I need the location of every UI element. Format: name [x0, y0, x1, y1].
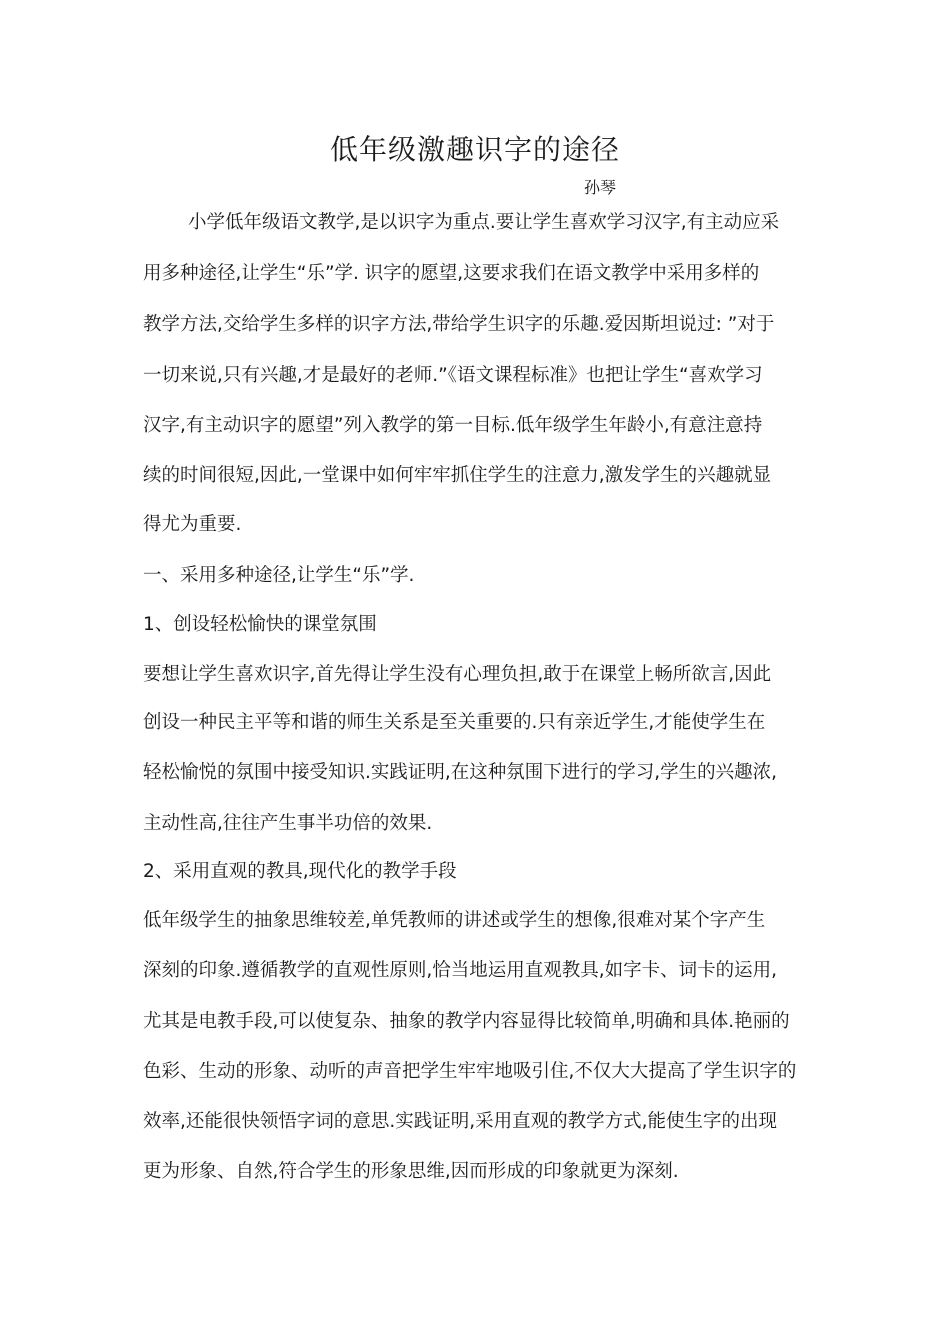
text-line: 效率,还能很快领悟字词的意思.实践证明,采用直观的教学方式,能使生字的出现 — [143, 1111, 778, 1132]
text-line: 色彩、生动的形象、动听的声音把学生牢牢地吸引住,不仅大大提高了学生识字的 — [143, 1061, 797, 1082]
text-line: 用多种途径,让学生“乐”学. 识字的愿望,这要求我们在语文教学中采用多样的 — [143, 263, 760, 284]
text-line: 低年级学生的抽象思维较差,单凭教师的讲述或学生的想像,很难对某个字产生 — [143, 910, 766, 931]
document-author: 孙琴 — [584, 178, 617, 197]
text-line: 创设一种民主平等和谐的师生关系是至关重要的.只有亲近学生,才能使学生在 — [143, 712, 766, 733]
text-line: 得尤为重要. — [143, 514, 242, 535]
section-heading: 一、采用多种途径,让学生“乐”学. — [143, 565, 415, 586]
text-line: 轻松愉悦的氛围中接受知识.实践证明,在这种氛围下进行的学习,学生的兴趣浓, — [143, 762, 778, 783]
subsection-heading: 1、创设轻松愉快的课堂氛围 — [143, 614, 377, 635]
text-line: 汉字,有主动识字的愿望”列入教学的第一目标.低年级学生年龄小,有意注意持 — [143, 415, 763, 436]
text-line: 主动性高,往往产生事半功倍的效果. — [143, 813, 433, 834]
text-line: 续的时间很短,因此,一堂课中如何牢牢抓住学生的注意力,激发学生的兴趣就显 — [143, 465, 772, 486]
text-line: 尤其是电教手段,可以使复杂、抽象的教学内容显得比较简单,明确和具体.艳丽的 — [143, 1011, 790, 1032]
text-line: 深刻的印象.遵循教学的直观性原则,恰当地运用直观教具,如字卡、词卡的运用, — [143, 960, 778, 981]
text-line: 更为形象、自然,符合学生的形象思维,因而形成的印象就更为深刻. — [143, 1161, 679, 1182]
text-line: 要想让学生喜欢识字,首先得让学生没有心理负担,敢于在课堂上畅所欲言,因此 — [143, 664, 772, 685]
text-line: 教学方法,交给学生多样的识字方法,带给学生识字的乐趣.爱因斯坦说过: ”对于 — [143, 314, 775, 335]
text-line: 小学低年级语文教学,是以识字为重点.要让学生喜欢学习汉字,有主动应采 — [188, 212, 780, 233]
text-line: 一切来说,只有兴趣,才是最好的老师.”《语文课程标准》也把让学生“喜欢学习 — [143, 365, 763, 386]
document-title: 低年级激趣识字的途径 — [329, 133, 620, 166]
subsection-heading: 2、采用直观的教具,现代化的教学手段 — [143, 861, 457, 882]
